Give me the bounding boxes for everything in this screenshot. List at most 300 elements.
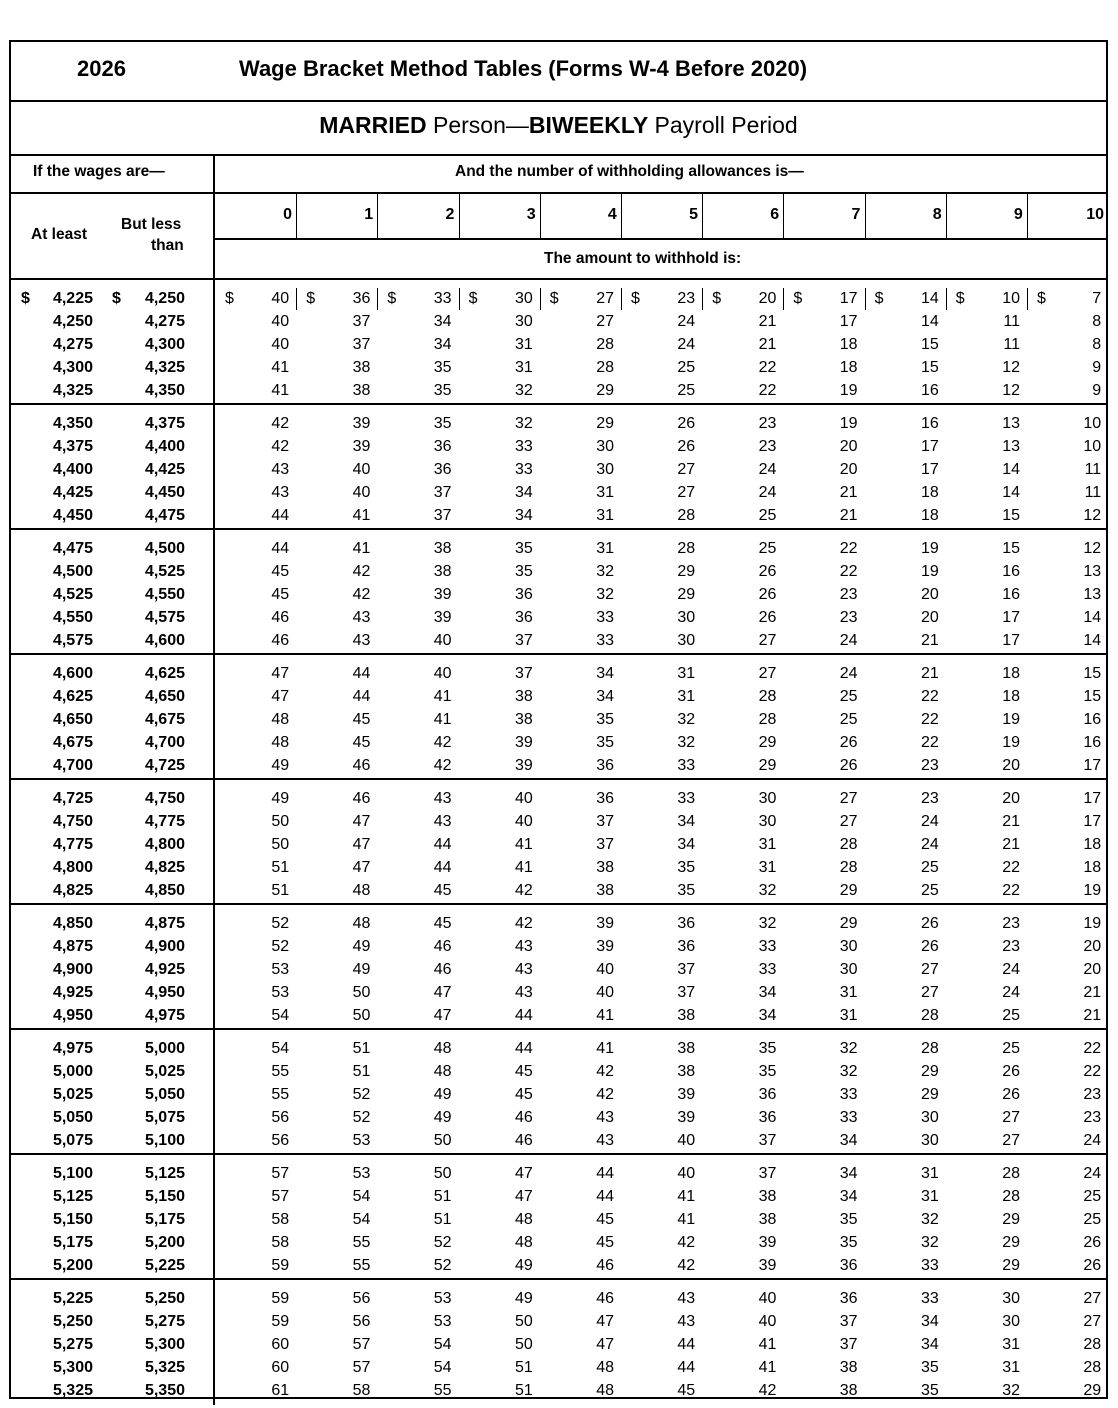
withholding-amount: 31 bbox=[839, 984, 858, 1001]
wage-but-less-than: 5,050 bbox=[144, 1086, 185, 1103]
withholding-amount: 52 bbox=[271, 915, 290, 932]
withholding-amount: 25 bbox=[1083, 1211, 1102, 1228]
withholding-amount: 24 bbox=[677, 313, 696, 330]
withholding-amount: 57 bbox=[352, 1336, 371, 1353]
withholding-amount: 33 bbox=[596, 632, 614, 649]
subtitle-row bbox=[11, 100, 1106, 156]
withholding-amount: 16 bbox=[920, 415, 939, 432]
wage-but-less-than: 4,575 bbox=[144, 609, 185, 626]
withholding-amount: 17 bbox=[1083, 790, 1102, 807]
wage-but-less-than: 5,350 bbox=[144, 1382, 185, 1399]
wage-bracket-table bbox=[9, 40, 1108, 1399]
withholding-amount: 35 bbox=[596, 734, 614, 751]
withholding-amount: 32 bbox=[1002, 1382, 1020, 1399]
withholding-amount: 41 bbox=[758, 1336, 777, 1353]
withholding-amount: 37 bbox=[677, 961, 696, 978]
withholding-amount: 30 bbox=[596, 438, 614, 455]
withholding-amount: 7 bbox=[1092, 290, 1102, 307]
withholding-amount: 40 bbox=[271, 313, 290, 330]
withholding-amount: 31 bbox=[920, 1188, 939, 1205]
table-row bbox=[11, 1061, 1108, 1084]
withholding-amount: 27 bbox=[677, 484, 696, 501]
withholding-amount: 40 bbox=[352, 484, 371, 501]
wage-at-least: 5,000 bbox=[52, 1063, 93, 1080]
allowance-column-2: 2 bbox=[445, 206, 455, 223]
withholding-amount: 28 bbox=[758, 688, 777, 705]
withholding-amount: 27 bbox=[920, 984, 939, 1001]
withholding-amount: 26 bbox=[758, 563, 777, 580]
wage-but-less-than: 4,775 bbox=[144, 813, 185, 830]
withholding-amount: 22 bbox=[1002, 859, 1020, 876]
table-row bbox=[11, 334, 1108, 357]
table-row bbox=[11, 413, 1108, 436]
table-row bbox=[11, 686, 1108, 709]
withholding-amount: 46 bbox=[271, 632, 290, 649]
withholding-amount: 35 bbox=[433, 382, 452, 399]
wage-but-less-than: 4,925 bbox=[144, 961, 185, 978]
withholding-amount: 48 bbox=[596, 1359, 614, 1376]
withholding-amount: 46 bbox=[352, 757, 371, 774]
withholding-amount: 31 bbox=[920, 1165, 939, 1182]
withholding-amount: 33 bbox=[758, 961, 777, 978]
withholding-amount: 9 bbox=[1092, 382, 1102, 399]
withholding-amount: 57 bbox=[271, 1165, 290, 1182]
withholding-amount: 38 bbox=[839, 1382, 858, 1399]
withholding-amount: 28 bbox=[839, 859, 858, 876]
table-row bbox=[11, 959, 1108, 982]
withholding-amount: 20 bbox=[1083, 961, 1102, 978]
withholding-amount: 29 bbox=[1002, 1257, 1020, 1274]
withholding-amount: 15 bbox=[1083, 665, 1102, 682]
wage-but-less-than: 4,300 bbox=[144, 336, 185, 353]
withholding-amount: 45 bbox=[352, 711, 371, 728]
withholding-amount: 32 bbox=[596, 586, 614, 603]
withholding-amount: 34 bbox=[433, 336, 452, 353]
withholding-amount: 36 bbox=[839, 1290, 858, 1307]
table-row bbox=[11, 436, 1108, 459]
withholding-amount: 41 bbox=[596, 1040, 614, 1057]
wage-at-least: 4,900 bbox=[52, 961, 93, 978]
withholding-amount: 41 bbox=[514, 859, 533, 876]
withholding-amount: 47 bbox=[352, 836, 371, 853]
withholding-amount: 27 bbox=[596, 313, 614, 330]
withholding-amount: 31 bbox=[677, 688, 696, 705]
withholding-amount: 43 bbox=[433, 813, 452, 830]
withholding-amount: 35 bbox=[433, 415, 452, 432]
withholding-amount: 52 bbox=[271, 938, 290, 955]
withholding-amount: 52 bbox=[433, 1257, 452, 1274]
withholding-amount: 49 bbox=[271, 790, 290, 807]
withholding-amount: 41 bbox=[352, 507, 371, 524]
withholding-amount: 48 bbox=[514, 1211, 533, 1228]
table-row bbox=[11, 538, 1108, 561]
withholding-amount: 29 bbox=[920, 1086, 939, 1103]
withholding-amount: 30 bbox=[1002, 1313, 1020, 1330]
table-row bbox=[11, 1005, 1108, 1028]
withholding-amount: 34 bbox=[920, 1336, 939, 1353]
table-row bbox=[11, 1334, 1108, 1357]
wage-at-least: 4,300 bbox=[52, 359, 93, 376]
withholding-amount: 24 bbox=[920, 836, 939, 853]
withholding-amount: 12 bbox=[1002, 382, 1020, 399]
allowance-column-4: 4 bbox=[607, 206, 617, 223]
wage-but-less-than: 4,325 bbox=[144, 359, 185, 376]
withholding-amount: 17 bbox=[920, 438, 939, 455]
divider bbox=[11, 192, 213, 194]
wage-at-least: 5,150 bbox=[52, 1211, 93, 1228]
withholding-amount: 33 bbox=[839, 1109, 858, 1126]
withholding-amount: 38 bbox=[352, 359, 371, 376]
withholding-amount: 41 bbox=[677, 1188, 696, 1205]
table-row bbox=[11, 482, 1108, 505]
withholding-amount: 41 bbox=[433, 688, 452, 705]
withholding-amount: 27 bbox=[758, 665, 777, 682]
but-less-than-header: But less bbox=[121, 216, 182, 233]
table-row bbox=[11, 561, 1108, 584]
wage-at-least: 5,025 bbox=[52, 1086, 93, 1103]
wage-at-least: 4,850 bbox=[52, 915, 93, 932]
withholding-amount: 23 bbox=[920, 790, 939, 807]
withholding-amount: 54 bbox=[433, 1336, 452, 1353]
wage-but-less-than: 4,600 bbox=[144, 632, 185, 649]
withholding-amount: 36 bbox=[433, 461, 452, 478]
table-row bbox=[11, 607, 1108, 630]
withholding-amount: 23 bbox=[839, 586, 858, 603]
withholding-amount: 30 bbox=[758, 790, 777, 807]
withholding-amount: 55 bbox=[433, 1382, 452, 1399]
withholding-amount: 58 bbox=[271, 1211, 290, 1228]
wage-at-least: 4,525 bbox=[52, 586, 93, 603]
wage-at-least: 5,125 bbox=[52, 1188, 93, 1205]
withholding-amount: 32 bbox=[920, 1234, 939, 1251]
withholding-amount: 56 bbox=[352, 1313, 371, 1330]
wage-at-least: 4,950 bbox=[52, 1007, 93, 1024]
withholding-amount: 39 bbox=[352, 438, 371, 455]
withholding-amount: 44 bbox=[677, 1336, 696, 1353]
withholding-amount: 26 bbox=[758, 609, 777, 626]
payroll-period: BIWEEKLY bbox=[528, 112, 649, 138]
withholding-amount: 38 bbox=[677, 1007, 696, 1024]
withholding-amount: 14 bbox=[920, 313, 939, 330]
withholding-amount: 30 bbox=[920, 1132, 939, 1149]
withholding-amount: 20 bbox=[920, 586, 939, 603]
withholding-amount: 33 bbox=[514, 461, 533, 478]
withholding-amount: 37 bbox=[839, 1313, 858, 1330]
wage-at-least: 4,375 bbox=[52, 438, 93, 455]
withholding-amount: 18 bbox=[1083, 836, 1102, 853]
withholding-amount: 10 bbox=[1002, 290, 1020, 307]
withholding-amount: 47 bbox=[271, 665, 290, 682]
wage-but-less-than: 4,350 bbox=[144, 382, 185, 399]
withholding-amount: 26 bbox=[1002, 1063, 1020, 1080]
withholding-amount: 41 bbox=[758, 1359, 777, 1376]
withholding-amount: 34 bbox=[758, 1007, 777, 1024]
table-row bbox=[11, 1186, 1108, 1209]
withholding-amount: 53 bbox=[433, 1313, 452, 1330]
withholding-amount: 37 bbox=[433, 484, 452, 501]
wage-at-least: 5,300 bbox=[52, 1359, 93, 1376]
withholding-amount: 16 bbox=[1002, 586, 1020, 603]
withholding-amount: 23 bbox=[1083, 1086, 1102, 1103]
withholding-amount: 27 bbox=[1002, 1109, 1020, 1126]
withholding-amount: 50 bbox=[514, 1336, 533, 1353]
allowance-column-9: 9 bbox=[1013, 206, 1023, 223]
row-group bbox=[11, 1280, 1108, 1403]
wage-at-least: 4,825 bbox=[52, 882, 93, 899]
withholding-amount: 54 bbox=[352, 1211, 371, 1228]
withholding-amount: 8 bbox=[1092, 313, 1102, 330]
withholding-amount: 25 bbox=[839, 688, 858, 705]
withholding-amount: 17 bbox=[1083, 813, 1102, 830]
withholding-amount: 28 bbox=[1083, 1336, 1102, 1353]
withholding-amount: 36 bbox=[514, 586, 533, 603]
withholding-amount: 16 bbox=[1002, 563, 1020, 580]
withholding-amount: 24 bbox=[758, 461, 777, 478]
wage-at-least: 4,750 bbox=[52, 813, 93, 830]
withholding-amount: 39 bbox=[596, 915, 614, 932]
wage-but-less-than: 4,750 bbox=[144, 790, 185, 807]
wage-but-less-than: 5,175 bbox=[144, 1211, 185, 1228]
withholding-amount: 55 bbox=[352, 1234, 371, 1251]
withholding-amount: 34 bbox=[596, 688, 614, 705]
allowance-column-3: 3 bbox=[526, 206, 536, 223]
withholding-amount: 30 bbox=[839, 961, 858, 978]
wage-at-least: 4,975 bbox=[52, 1040, 93, 1057]
withholding-amount: 24 bbox=[677, 336, 696, 353]
withholding-amount: 30 bbox=[514, 290, 533, 307]
withholding-amount: 28 bbox=[758, 711, 777, 728]
withholding-amount: 21 bbox=[920, 665, 939, 682]
withholding-amount: 20 bbox=[839, 438, 858, 455]
table-row bbox=[11, 584, 1108, 607]
withholding-amount: 58 bbox=[352, 1382, 371, 1399]
withholding-amount: 17 bbox=[1002, 609, 1020, 626]
wage-but-less-than: 5,025 bbox=[144, 1063, 185, 1080]
withholding-amount: 31 bbox=[1002, 1359, 1020, 1376]
withholding-amount: 21 bbox=[758, 336, 777, 353]
withholding-amount: 12 bbox=[1083, 540, 1102, 557]
withholding-amount: 22 bbox=[1002, 882, 1020, 899]
withholding-amount: 40 bbox=[433, 632, 452, 649]
withholding-amount: 31 bbox=[514, 336, 533, 353]
wage-at-least: 5,325 bbox=[52, 1382, 93, 1399]
withholding-amount: 47 bbox=[596, 1313, 614, 1330]
table-row bbox=[11, 936, 1108, 959]
withholding-amount: 45 bbox=[677, 1382, 696, 1399]
row-group bbox=[11, 405, 1108, 530]
withholding-amount: 39 bbox=[514, 734, 533, 751]
wage-but-less-than: 4,275 bbox=[144, 313, 185, 330]
withholding-amount: 28 bbox=[1083, 1359, 1102, 1376]
withholding-amount: 13 bbox=[1083, 586, 1102, 603]
withholding-amount: 59 bbox=[271, 1257, 290, 1274]
withholding-amount: 42 bbox=[271, 438, 290, 455]
withholding-amount: 47 bbox=[514, 1165, 533, 1182]
withholding-amount: 40 bbox=[514, 813, 533, 830]
divider bbox=[215, 238, 1108, 240]
allowance-column-7: 7 bbox=[851, 206, 861, 223]
withholding-amount: 30 bbox=[514, 313, 533, 330]
wage-but-less-than: 4,650 bbox=[144, 688, 185, 705]
row-group bbox=[11, 280, 1108, 405]
withholding-amount: 28 bbox=[677, 507, 696, 524]
withholding-amount: 26 bbox=[677, 438, 696, 455]
withholding-amount: 34 bbox=[433, 313, 452, 330]
withholding-amount: 27 bbox=[920, 961, 939, 978]
withholding-amount: 35 bbox=[514, 540, 533, 557]
withholding-amount: 35 bbox=[920, 1359, 939, 1376]
withholding-amount: 27 bbox=[677, 461, 696, 478]
dollar-sign: $ bbox=[874, 290, 884, 307]
withholding-amount: 42 bbox=[596, 1086, 614, 1103]
withholding-amount: 36 bbox=[433, 438, 452, 455]
withholding-amount: 34 bbox=[839, 1132, 858, 1149]
allowance-column-10: 10 bbox=[1086, 206, 1104, 223]
withholding-amount: 26 bbox=[1083, 1257, 1102, 1274]
row-group bbox=[11, 1155, 1108, 1280]
withholding-amount: 45 bbox=[596, 1211, 614, 1228]
withholding-amount: 38 bbox=[514, 711, 533, 728]
wage-at-least: 4,700 bbox=[52, 757, 93, 774]
withholding-amount: 19 bbox=[1083, 915, 1102, 932]
withholding-amount: 39 bbox=[433, 609, 452, 626]
table-row bbox=[11, 380, 1108, 403]
withholding-amount: 43 bbox=[352, 609, 371, 626]
withholding-amount: 28 bbox=[1002, 1165, 1020, 1182]
withholding-amount: 43 bbox=[514, 984, 533, 1001]
withholding-amount: 46 bbox=[352, 790, 371, 807]
withholding-amount: 39 bbox=[677, 1086, 696, 1103]
withholding-amount: 25 bbox=[677, 382, 696, 399]
withholding-amount: 31 bbox=[514, 359, 533, 376]
withholding-amount: 49 bbox=[352, 938, 371, 955]
withholding-amount: 45 bbox=[271, 563, 290, 580]
wage-but-less-than: 5,150 bbox=[144, 1188, 185, 1205]
withholding-amount: 28 bbox=[920, 1040, 939, 1057]
withholding-amount: 56 bbox=[271, 1109, 290, 1126]
wage-but-less-than: 5,300 bbox=[144, 1336, 185, 1353]
withholding-amount: 31 bbox=[596, 507, 614, 524]
withholding-amount: 15 bbox=[1002, 540, 1020, 557]
withholding-amount: 44 bbox=[514, 1007, 533, 1024]
amount-header: The amount to withhold is: bbox=[544, 250, 742, 267]
withholding-amount: 32 bbox=[758, 915, 777, 932]
withholding-amount: 55 bbox=[271, 1086, 290, 1103]
withholding-amount: 32 bbox=[677, 711, 696, 728]
withholding-amount: 34 bbox=[514, 507, 533, 524]
withholding-amount: 40 bbox=[758, 1290, 777, 1307]
withholding-amount: 51 bbox=[271, 882, 290, 899]
withholding-amount: 38 bbox=[514, 688, 533, 705]
withholding-amount: 21 bbox=[920, 632, 939, 649]
table-row bbox=[11, 1255, 1108, 1278]
column-header bbox=[11, 154, 1108, 280]
wage-at-least: 4,275 bbox=[52, 336, 93, 353]
withholding-amount: 29 bbox=[1083, 1382, 1102, 1399]
withholding-amount: 43 bbox=[271, 461, 290, 478]
withholding-amount: 18 bbox=[1002, 688, 1020, 705]
dollar-sign: $ bbox=[225, 290, 234, 307]
withholding-amount: 56 bbox=[352, 1290, 371, 1307]
withholding-amount: 47 bbox=[433, 984, 452, 1001]
withholding-amount: 40 bbox=[758, 1313, 777, 1330]
withholding-amount: 22 bbox=[839, 563, 858, 580]
withholding-amount: 22 bbox=[920, 711, 939, 728]
withholding-amount: 42 bbox=[758, 1382, 777, 1399]
withholding-amount: 51 bbox=[433, 1188, 452, 1205]
dollar-sign: $ bbox=[712, 290, 722, 307]
withholding-amount: 32 bbox=[514, 415, 533, 432]
withholding-amount: 39 bbox=[758, 1234, 777, 1251]
table-row bbox=[11, 709, 1108, 732]
withholding-amount: 28 bbox=[596, 359, 614, 376]
withholding-amount: 41 bbox=[352, 540, 371, 557]
withholding-amount: 23 bbox=[1002, 938, 1020, 955]
withholding-amount: 33 bbox=[758, 938, 777, 955]
withholding-amount: 38 bbox=[352, 382, 371, 399]
wage-at-least: 4,925 bbox=[52, 984, 93, 1001]
withholding-amount: 22 bbox=[920, 688, 939, 705]
withholding-amount: 51 bbox=[433, 1211, 452, 1228]
wage-at-least: 4,400 bbox=[52, 461, 93, 478]
wage-but-less-than: 4,500 bbox=[144, 540, 185, 557]
withholding-amount: 25 bbox=[839, 711, 858, 728]
wage-but-less-than: 5,100 bbox=[144, 1132, 185, 1149]
withholding-amount: 29 bbox=[758, 734, 777, 751]
withholding-amount: 8 bbox=[1092, 336, 1102, 353]
withholding-amount: 26 bbox=[1083, 1234, 1102, 1251]
withholding-amount: 38 bbox=[677, 1040, 696, 1057]
withholding-amount: 26 bbox=[1002, 1086, 1020, 1103]
withholding-amount: 44 bbox=[352, 688, 371, 705]
withholding-amount: 41 bbox=[433, 711, 452, 728]
withholding-amount: 45 bbox=[271, 586, 290, 603]
row-group bbox=[11, 1030, 1108, 1155]
withholding-amount: 12 bbox=[1002, 359, 1020, 376]
withholding-amount: 25 bbox=[677, 359, 696, 376]
wage-at-least: 4,325 bbox=[52, 382, 93, 399]
withholding-amount: 32 bbox=[677, 734, 696, 751]
table-row bbox=[11, 663, 1108, 686]
withholding-amount: 21 bbox=[758, 313, 777, 330]
withholding-amount: 50 bbox=[271, 836, 290, 853]
withholding-amount: 41 bbox=[677, 1211, 696, 1228]
withholding-amount: 38 bbox=[677, 1063, 696, 1080]
withholding-amount: 31 bbox=[839, 1007, 858, 1024]
withholding-amount: 44 bbox=[596, 1165, 614, 1182]
withholding-amount: 15 bbox=[920, 359, 939, 376]
table-row bbox=[11, 1232, 1108, 1255]
withholding-amount: 24 bbox=[758, 484, 777, 501]
withholding-amount: 29 bbox=[1002, 1211, 1020, 1228]
withholding-amount: 54 bbox=[352, 1188, 371, 1205]
withholding-amount: 40 bbox=[596, 984, 614, 1001]
withholding-amount: 46 bbox=[271, 609, 290, 626]
wage-but-less-than: 4,850 bbox=[144, 882, 185, 899]
withholding-amount: 51 bbox=[352, 1040, 371, 1057]
withholding-amount: 32 bbox=[839, 1063, 858, 1080]
withholding-amount: 43 bbox=[677, 1313, 696, 1330]
table-row bbox=[11, 1107, 1108, 1130]
withholding-amount: 21 bbox=[1083, 984, 1102, 1001]
withholding-amount: 43 bbox=[514, 938, 533, 955]
wage-at-least: 4,725 bbox=[52, 790, 93, 807]
dollar-sign: $ bbox=[955, 290, 965, 307]
withholding-amount: 45 bbox=[514, 1063, 533, 1080]
wage-but-less-than: 4,450 bbox=[144, 484, 185, 501]
withholding-amount: 53 bbox=[271, 984, 290, 1001]
dollar-sign: $ bbox=[21, 290, 30, 307]
